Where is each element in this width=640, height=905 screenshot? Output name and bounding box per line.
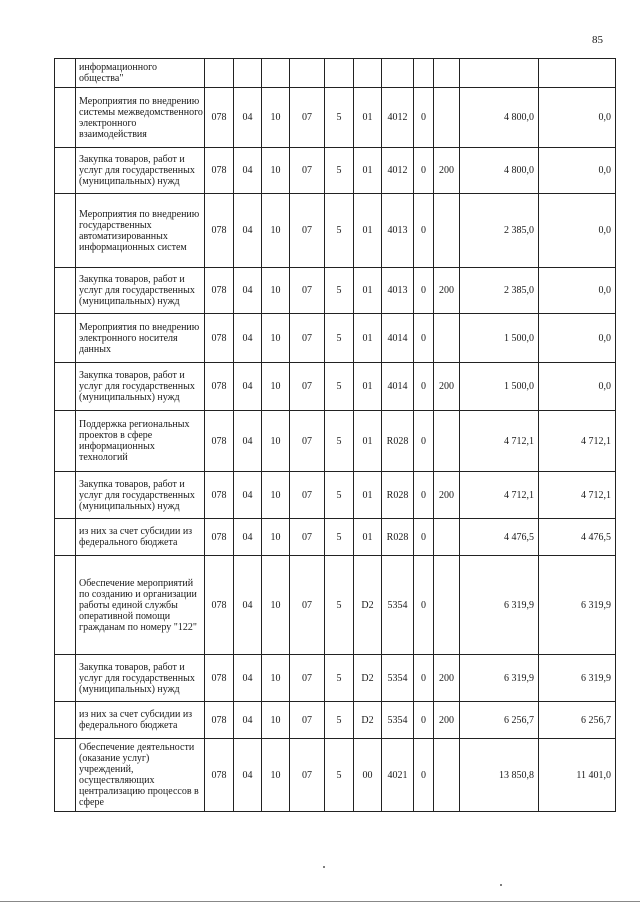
admin-code-cell: 078 (205, 556, 234, 655)
table-row (55, 268, 616, 314)
expense-type-cell (434, 556, 460, 655)
subsection-code-cell: 10 (262, 363, 290, 411)
federal-amount-cell: 6 319,9 (539, 655, 616, 702)
item-name-cell: Поддержка региональных проектов в сфере информационных технологий (76, 411, 205, 472)
section-code-cell: 04 (234, 194, 262, 268)
subprogram-code-cell: 5 (325, 148, 354, 194)
extra-code-cell: 0 (414, 148, 434, 194)
subsection-code-cell: 10 (262, 702, 290, 739)
admin-code-cell (205, 59, 234, 88)
extra-code-cell (414, 59, 434, 88)
event-code-cell: 01 (354, 519, 382, 556)
event-code-cell: 01 (354, 194, 382, 268)
subprogram-code-cell: 5 (325, 472, 354, 519)
direction-code-cell: 4021 (382, 739, 414, 812)
amount-cell: 6 256,7 (460, 702, 539, 739)
section-code-cell: 04 (234, 702, 262, 739)
scan-bottom-edge (0, 901, 640, 902)
table-row (55, 655, 616, 702)
direction-code-cell: 5354 (382, 702, 414, 739)
direction-code-cell: R028 (382, 519, 414, 556)
amount-cell: 4 712,1 (460, 472, 539, 519)
program-code-cell: 07 (290, 268, 325, 314)
subsection-code-cell: 10 (262, 472, 290, 519)
program-code-cell: 07 (290, 148, 325, 194)
extra-code-cell: 0 (414, 519, 434, 556)
program-code-cell: 07 (290, 363, 325, 411)
row-index-cell (55, 88, 76, 148)
program-code-cell: 07 (290, 314, 325, 363)
extra-code-cell: 0 (414, 411, 434, 472)
expense-type-cell: 200 (434, 148, 460, 194)
admin-code-cell: 078 (205, 655, 234, 702)
subsection-code-cell: 10 (262, 519, 290, 556)
subprogram-code-cell: 5 (325, 702, 354, 739)
row-index-cell (55, 556, 76, 655)
table-row (55, 702, 616, 739)
table-row (55, 363, 616, 411)
section-code-cell: 04 (234, 363, 262, 411)
section-code-cell: 04 (234, 519, 262, 556)
expense-type-cell (434, 519, 460, 556)
table-row (55, 314, 616, 363)
event-code-cell: 01 (354, 88, 382, 148)
program-code-cell (290, 59, 325, 88)
extra-code-cell: 0 (414, 268, 434, 314)
admin-code-cell: 078 (205, 411, 234, 472)
direction-code-cell: 4014 (382, 314, 414, 363)
subsection-code-cell: 10 (262, 194, 290, 268)
item-name-cell: Обеспечение мероприятий по созданию и организации работы единой службы оперативной помощи гражданам по номеру "122" (76, 556, 205, 655)
admin-code-cell: 078 (205, 148, 234, 194)
admin-code-cell: 078 (205, 702, 234, 739)
extra-code-cell: 0 (414, 363, 434, 411)
row-index-cell (55, 194, 76, 268)
subsection-code-cell: 10 (262, 88, 290, 148)
program-code-cell: 07 (290, 411, 325, 472)
event-code-cell: 01 (354, 268, 382, 314)
section-code-cell: 04 (234, 411, 262, 472)
subprogram-code-cell: 5 (325, 268, 354, 314)
program-code-cell: 07 (290, 702, 325, 739)
extra-code-cell: 0 (414, 88, 434, 148)
row-index-cell (55, 739, 76, 812)
subsection-code-cell: 10 (262, 739, 290, 812)
row-index-cell (55, 519, 76, 556)
federal-amount-cell: 0,0 (539, 268, 616, 314)
subprogram-code-cell: 5 (325, 88, 354, 148)
amount-cell: 1 500,0 (460, 314, 539, 363)
direction-code-cell (382, 59, 414, 88)
direction-code-cell: 5354 (382, 655, 414, 702)
extra-code-cell: 0 (414, 314, 434, 363)
item-name-cell: Закупка товаров, работ и услуг для государственных (муниципальных) нужд (76, 363, 205, 411)
budget-table (54, 58, 616, 812)
event-code-cell: 01 (354, 314, 382, 363)
subsection-code-cell: 10 (262, 314, 290, 363)
section-code-cell: 04 (234, 314, 262, 363)
row-index-cell (55, 655, 76, 702)
item-name-cell: из них за счет субсидии из федерального бюджета (76, 519, 205, 556)
event-code-cell: 01 (354, 363, 382, 411)
admin-code-cell: 078 (205, 268, 234, 314)
expense-type-cell (434, 411, 460, 472)
expense-type-cell: 200 (434, 655, 460, 702)
expense-type-cell (434, 194, 460, 268)
event-code-cell (354, 59, 382, 88)
federal-amount-cell: 6 319,9 (539, 556, 616, 655)
page-number: 85 (592, 34, 603, 46)
subsection-code-cell: 10 (262, 148, 290, 194)
direction-code-cell: 4012 (382, 88, 414, 148)
direction-code-cell: 4014 (382, 363, 414, 411)
federal-amount-cell: 0,0 (539, 88, 616, 148)
program-code-cell: 07 (290, 194, 325, 268)
expense-type-cell (434, 739, 460, 812)
program-code-cell: 07 (290, 655, 325, 702)
scan-speck (323, 866, 325, 868)
subsection-code-cell: 10 (262, 556, 290, 655)
admin-code-cell: 078 (205, 739, 234, 812)
section-code-cell: 04 (234, 472, 262, 519)
event-code-cell: 01 (354, 148, 382, 194)
section-code-cell (234, 59, 262, 88)
amount-cell: 1 500,0 (460, 363, 539, 411)
table-row (55, 411, 616, 472)
row-index-cell (55, 363, 76, 411)
extra-code-cell: 0 (414, 702, 434, 739)
extra-code-cell: 0 (414, 655, 434, 702)
extra-code-cell: 0 (414, 556, 434, 655)
federal-amount-cell: 0,0 (539, 363, 616, 411)
direction-code-cell: R028 (382, 472, 414, 519)
subprogram-code-cell: 5 (325, 194, 354, 268)
federal-amount-cell: 4 712,1 (539, 411, 616, 472)
amount-cell: 6 319,9 (460, 556, 539, 655)
subprogram-code-cell: 5 (325, 655, 354, 702)
event-code-cell: D2 (354, 655, 382, 702)
expense-type-cell (434, 314, 460, 363)
subprogram-code-cell: 5 (325, 314, 354, 363)
row-index-cell (55, 59, 76, 88)
table-row (55, 556, 616, 655)
federal-amount-cell (539, 59, 616, 88)
item-name-cell: Закупка товаров, работ и услуг для государственных (муниципальных) нужд (76, 472, 205, 519)
table-row (55, 519, 616, 556)
row-index-cell (55, 702, 76, 739)
expense-type-cell: 200 (434, 472, 460, 519)
amount-cell: 6 319,9 (460, 655, 539, 702)
direction-code-cell: 4013 (382, 194, 414, 268)
table-row (55, 88, 616, 148)
program-code-cell: 07 (290, 519, 325, 556)
subprogram-code-cell: 5 (325, 411, 354, 472)
section-code-cell: 04 (234, 268, 262, 314)
section-code-cell: 04 (234, 148, 262, 194)
direction-code-cell: 4013 (382, 268, 414, 314)
row-index-cell (55, 411, 76, 472)
admin-code-cell: 078 (205, 314, 234, 363)
event-code-cell: D2 (354, 702, 382, 739)
expense-type-cell: 200 (434, 268, 460, 314)
amount-cell: 2 385,0 (460, 268, 539, 314)
expense-type-cell (434, 88, 460, 148)
subprogram-code-cell: 5 (325, 519, 354, 556)
subsection-code-cell: 10 (262, 268, 290, 314)
scan-speck (500, 884, 502, 886)
subprogram-code-cell (325, 59, 354, 88)
row-index-cell (55, 314, 76, 363)
program-code-cell: 07 (290, 472, 325, 519)
section-code-cell: 04 (234, 556, 262, 655)
federal-amount-cell: 0,0 (539, 314, 616, 363)
amount-cell (460, 59, 539, 88)
admin-code-cell: 078 (205, 472, 234, 519)
amount-cell: 4 712,1 (460, 411, 539, 472)
table-row (55, 739, 616, 812)
direction-code-cell: 5354 (382, 556, 414, 655)
event-code-cell: 01 (354, 472, 382, 519)
item-name-cell: Мероприятия по внедрению электронного носителя данных (76, 314, 205, 363)
subsection-code-cell: 10 (262, 411, 290, 472)
item-name-cell: Закупка товаров, работ и услуг для государственных (муниципальных) нужд (76, 268, 205, 314)
admin-code-cell: 078 (205, 194, 234, 268)
section-code-cell: 04 (234, 655, 262, 702)
item-name-cell: информационного общества" (76, 59, 205, 88)
program-code-cell: 07 (290, 739, 325, 812)
table-row (55, 59, 616, 88)
table-row (55, 148, 616, 194)
subsection-code-cell (262, 59, 290, 88)
federal-amount-cell: 0,0 (539, 148, 616, 194)
admin-code-cell: 078 (205, 519, 234, 556)
program-code-cell: 07 (290, 88, 325, 148)
item-name-cell: Закупка товаров, работ и услуг для государственных (муниципальных) нужд (76, 655, 205, 702)
extra-code-cell: 0 (414, 739, 434, 812)
item-name-cell: Закупка товаров, работ и услуг для государственных (муниципальных) нужд (76, 148, 205, 194)
item-name-cell: из них за счет субсидии из федерального бюджета (76, 702, 205, 739)
table-row (55, 194, 616, 268)
expense-type-cell: 200 (434, 363, 460, 411)
section-code-cell: 04 (234, 88, 262, 148)
program-code-cell: 07 (290, 556, 325, 655)
amount-cell: 13 850,8 (460, 739, 539, 812)
row-index-cell (55, 472, 76, 519)
amount-cell: 4 476,5 (460, 519, 539, 556)
event-code-cell: 01 (354, 411, 382, 472)
event-code-cell: D2 (354, 556, 382, 655)
subprogram-code-cell: 5 (325, 556, 354, 655)
row-index-cell (55, 268, 76, 314)
section-code-cell: 04 (234, 739, 262, 812)
amount-cell: 4 800,0 (460, 88, 539, 148)
direction-code-cell: R028 (382, 411, 414, 472)
federal-amount-cell: 4 712,1 (539, 472, 616, 519)
item-name-cell: Обеспечение деятельности (оказание услуг) учреждений, осуществляющих централизацию процессов в сфере (76, 739, 205, 812)
row-index-cell (55, 148, 76, 194)
federal-amount-cell: 0,0 (539, 194, 616, 268)
amount-cell: 2 385,0 (460, 194, 539, 268)
item-name-cell: Мероприятия по внедрению системы межведомственного электронного взаимодействия (76, 88, 205, 148)
table-row (55, 472, 616, 519)
admin-code-cell: 078 (205, 363, 234, 411)
expense-type-cell (434, 59, 460, 88)
expense-type-cell: 200 (434, 702, 460, 739)
direction-code-cell: 4012 (382, 148, 414, 194)
federal-amount-cell: 11 401,0 (539, 739, 616, 812)
event-code-cell: 00 (354, 739, 382, 812)
subprogram-code-cell: 5 (325, 363, 354, 411)
amount-cell: 4 800,0 (460, 148, 539, 194)
extra-code-cell: 0 (414, 194, 434, 268)
subprogram-code-cell: 5 (325, 739, 354, 812)
item-name-cell: Мероприятия по внедрению государственных автоматизированных информационных систем (76, 194, 205, 268)
budget-table-body (55, 59, 616, 812)
federal-amount-cell: 4 476,5 (539, 519, 616, 556)
subsection-code-cell: 10 (262, 655, 290, 702)
extra-code-cell: 0 (414, 472, 434, 519)
admin-code-cell: 078 (205, 88, 234, 148)
federal-amount-cell: 6 256,7 (539, 702, 616, 739)
